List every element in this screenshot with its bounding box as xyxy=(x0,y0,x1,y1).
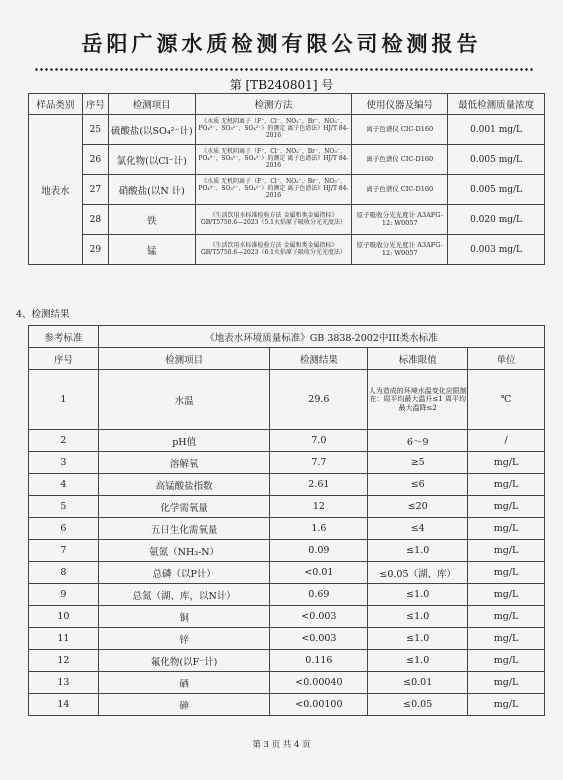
row-result: 0.116 xyxy=(270,650,368,672)
header-unit: 单位 xyxy=(468,348,545,370)
table-row xyxy=(29,562,545,584)
row-unit: mg/L xyxy=(468,584,545,606)
table-row xyxy=(29,452,545,474)
results-table xyxy=(28,325,545,716)
row-no: 12 xyxy=(29,650,99,672)
row-limit: ≤1.0 xyxy=(368,606,468,628)
row-unit: / xyxy=(468,430,545,452)
row-limit: ≤0.01 xyxy=(368,672,468,694)
table-row xyxy=(29,496,545,518)
table-row xyxy=(29,205,545,235)
row-item: 氯化物(以Cl⁻计) xyxy=(108,145,195,175)
row-item: 化学需氧量 xyxy=(98,496,270,518)
row-limit: ≤0.05 xyxy=(368,694,468,716)
row-item: 铁 xyxy=(108,205,195,235)
row-method: 《水质 无机阴离子（F⁻、Cl⁻、NO₂⁻、Br⁻、NO₃⁻、PO₄³⁻、SO₃²⁻、SO₄²⁻）的测定 离子色谱法》HJ/T 84-2016 xyxy=(195,175,352,205)
row-item: 锰 xyxy=(108,235,195,265)
row-item: 高锰酸盐指数 xyxy=(98,474,270,496)
row-limit: ≤4 xyxy=(368,518,468,540)
sample-category: 地表水 xyxy=(29,115,83,265)
row-no: 2 xyxy=(29,430,99,452)
header-instrument: 使用仪器及编号 xyxy=(352,94,448,115)
row-item: pH值 xyxy=(98,430,270,452)
row-result: <0.00040 xyxy=(270,672,368,694)
row-instrument: 离子色谱仪 CIC-D160 xyxy=(352,115,448,145)
row-result: <0.00100 xyxy=(270,694,368,716)
row-method: 《生活饮用水标准检验方法 金属和类金属指标》GB/T5750.6—2023（5.1火焰原子吸收分光光度法） xyxy=(195,205,352,235)
row-limit: 人为造成的环境水温变化应限制在：周平均最大温升≤1 周平均最大温降≤2 xyxy=(368,370,468,430)
section-title: 4、检测结果 xyxy=(16,309,70,320)
row-limit: ≤20 xyxy=(368,496,468,518)
row-instrument: 离子色谱仪 CIC-D160 xyxy=(352,145,448,175)
row-unit: mg/L xyxy=(468,540,545,562)
row-limit: ≤1.0 xyxy=(368,650,468,672)
row-no: 8 xyxy=(29,562,99,584)
row-instrument: 原子吸收分光光度计 A3AFG-12: W0057 xyxy=(352,205,448,235)
table-row xyxy=(29,628,545,650)
row-item: 水温 xyxy=(98,370,270,430)
table-row xyxy=(29,370,545,430)
row-result: 1.6 xyxy=(270,518,368,540)
header-no: 序号 xyxy=(82,94,108,115)
row-no: 25 xyxy=(82,115,108,145)
row-limit: ≤1.0 xyxy=(368,540,468,562)
reference-label: 参考标准 xyxy=(29,326,99,348)
row-result: 29.6 xyxy=(270,370,368,430)
row-concentration: 0.020 mg/L xyxy=(448,205,545,235)
row-item: 总氮（湖、库，以N计） xyxy=(98,584,270,606)
table-row xyxy=(29,540,545,562)
row-no: 4 xyxy=(29,474,99,496)
header-method: 检测方法 xyxy=(195,94,352,115)
table-row xyxy=(29,650,545,672)
table-row xyxy=(29,145,545,175)
row-item: 硒 xyxy=(98,672,270,694)
row-concentration: 0.003 mg/L xyxy=(448,235,545,265)
row-no: 7 xyxy=(29,540,99,562)
table-row xyxy=(29,518,545,540)
header-category: 样品类别 xyxy=(29,94,83,115)
row-method: 《生活饮用水标准检验方法 金属和类金属指标》GB/T5750.6—2023（6.1火焰原子吸收分光光度法） xyxy=(195,235,352,265)
row-unit: mg/L xyxy=(468,694,545,716)
row-unit: mg/L xyxy=(468,606,545,628)
row-no: 1 xyxy=(29,370,99,430)
row-result: 0.69 xyxy=(270,584,368,606)
header-item: 检测项目 xyxy=(98,348,270,370)
row-instrument: 离子色谱仪 CIC-D160 xyxy=(352,175,448,205)
row-method: 《水质 无机阴离子（F⁻、Cl⁻、NO₂⁻、Br⁻、NO₃⁻、PO₄³⁻、SO₃²⁻、SO₄²⁻）的测定 离子色谱法》HJ/T 84-2016 xyxy=(195,115,352,145)
row-no: 27 xyxy=(82,175,108,205)
table-row xyxy=(29,175,545,205)
header-no: 序号 xyxy=(29,348,99,370)
row-item: 铜 xyxy=(98,606,270,628)
row-no: 3 xyxy=(29,452,99,474)
row-unit: mg/L xyxy=(468,452,545,474)
row-result: 0.09 xyxy=(270,540,368,562)
row-unit: mg/L xyxy=(468,562,545,584)
row-result: <0.003 xyxy=(270,606,368,628)
row-unit: mg/L xyxy=(468,518,545,540)
row-no: 11 xyxy=(29,628,99,650)
row-no: 14 xyxy=(29,694,99,716)
row-result: <0.01 xyxy=(270,562,368,584)
row-limit: ≤1.0 xyxy=(368,584,468,606)
row-item: 氟化物(以F⁻计) xyxy=(98,650,270,672)
row-result: 12 xyxy=(270,496,368,518)
row-limit: 6～9 xyxy=(368,430,468,452)
row-result: 7.0 xyxy=(270,430,368,452)
row-item: 五日生化需氧量 xyxy=(98,518,270,540)
row-item: 总磷（以P计） xyxy=(98,562,270,584)
row-no: 29 xyxy=(82,235,108,265)
row-no: 6 xyxy=(29,518,99,540)
table-row xyxy=(29,584,545,606)
row-limit: ≥5 xyxy=(368,452,468,474)
row-unit: mg/L xyxy=(468,496,545,518)
row-unit: mg/L xyxy=(468,650,545,672)
row-no: 28 xyxy=(82,205,108,235)
row-item: 砷 xyxy=(98,694,270,716)
row-result: 2.61 xyxy=(270,474,368,496)
row-limit: ≤1.0 xyxy=(368,628,468,650)
table-row xyxy=(29,235,545,265)
row-item: 硝酸盐(以N 计) xyxy=(108,175,195,205)
page-number: 第 3 页 共 4 页 xyxy=(252,740,311,750)
report-title: 岳阳广源水质检测有限公司检测报告 xyxy=(81,32,482,56)
row-item: 硫酸盐(以SO₄²⁻计) xyxy=(108,115,195,145)
row-no: 9 xyxy=(29,584,99,606)
row-method: 《水质 无机阴离子（F⁻、Cl⁻、NO₂⁻、Br⁻、NO₃⁻、PO₄³⁻、SO₃²⁻、SO₄²⁻）的测定 离子色谱法》HJ/T 84-2016 xyxy=(195,145,352,175)
row-concentration: 0.005 mg/L xyxy=(448,145,545,175)
row-item: 溶解氧 xyxy=(98,452,270,474)
table-row xyxy=(29,672,545,694)
reference-standard: 《地表水环境质量标准》GB 3838-2002中III类水标准 xyxy=(98,326,544,348)
table-row xyxy=(29,430,545,452)
method-table xyxy=(28,93,545,265)
table-row xyxy=(29,606,545,628)
table-row xyxy=(29,474,545,496)
results-table-header xyxy=(29,348,545,370)
row-unit: ℃ xyxy=(468,370,545,430)
row-result: <0.003 xyxy=(270,628,368,650)
dotted-divider xyxy=(34,68,534,71)
row-instrument: 原子吸收分光光度计 A3AFG-12: W0057 xyxy=(352,235,448,265)
header-concentration: 最低检测质量浓度 xyxy=(448,94,545,115)
row-concentration: 0.005 mg/L xyxy=(448,175,545,205)
row-no: 13 xyxy=(29,672,99,694)
method-table-header xyxy=(29,94,545,115)
header-limit: 标准限值 xyxy=(368,348,468,370)
table-row xyxy=(29,694,545,716)
row-item: 锌 xyxy=(98,628,270,650)
row-limit: ≤6 xyxy=(368,474,468,496)
row-result: 7.7 xyxy=(270,452,368,474)
row-unit: mg/L xyxy=(468,628,545,650)
report-number: 第 [TB240801] 号 xyxy=(229,78,334,92)
header-item: 检测项目 xyxy=(108,94,195,115)
row-limit: ≤0.05（湖、库） xyxy=(368,562,468,584)
row-unit: mg/L xyxy=(468,474,545,496)
row-item: 氨氮（NH₃-N） xyxy=(98,540,270,562)
row-no: 5 xyxy=(29,496,99,518)
row-concentration: 0.001 mg/L xyxy=(448,115,545,145)
table-row xyxy=(29,115,545,145)
reference-standard-row xyxy=(29,326,545,348)
row-no: 26 xyxy=(82,145,108,175)
row-unit: mg/L xyxy=(468,672,545,694)
row-no: 10 xyxy=(29,606,99,628)
header-result: 检测结果 xyxy=(270,348,368,370)
